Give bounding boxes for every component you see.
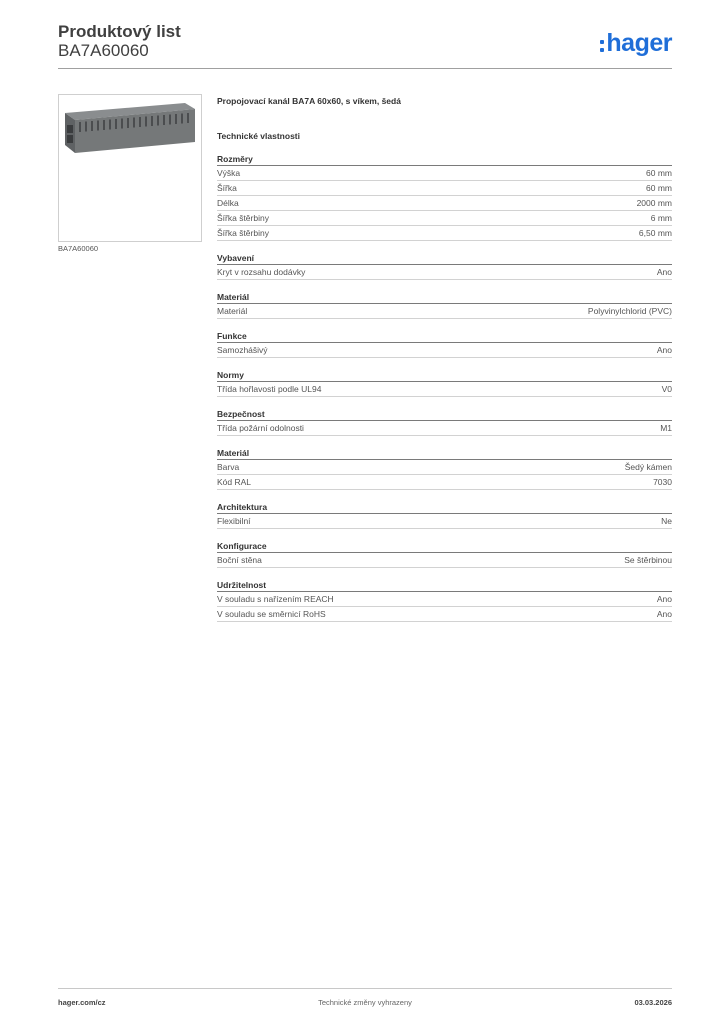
property-label: Třída hořlavosti podle UL94 (217, 384, 322, 394)
property-group (217, 579, 672, 622)
property-row (217, 196, 672, 211)
group-title: Udržitelnost (217, 579, 672, 592)
product-details (217, 94, 672, 622)
property-row (217, 226, 672, 241)
group-title: Architektura (217, 501, 672, 514)
property-row (217, 181, 672, 196)
property-label: Šířka štěrbiny (217, 213, 269, 223)
property-row (217, 211, 672, 226)
product-image (58, 94, 202, 242)
property-value: 6 mm (650, 213, 672, 223)
property-value: M1 (660, 423, 672, 433)
hager-logo[interactable] (600, 29, 672, 58)
group-title: Normy (217, 369, 672, 382)
property-value: Šedý kámen (624, 462, 672, 472)
property-label: Šířka štěrbiny (217, 228, 269, 238)
property-label: Boční stěna (217, 555, 262, 565)
group-title: Vybavení (217, 252, 672, 265)
group-title: Bezpečnost (217, 408, 672, 421)
property-value: 60 mm (646, 183, 672, 193)
property-value: Ne (661, 516, 672, 526)
group-title: Materiál (217, 291, 672, 304)
logo-dots-icon (600, 40, 604, 52)
property-row (217, 514, 672, 529)
property-row (217, 460, 672, 475)
property-label: Šířka (217, 183, 237, 193)
property-group (217, 408, 672, 436)
property-value: Polyvinylchlorid (PVC) (587, 306, 672, 316)
property-group (217, 369, 672, 397)
property-label: V souladu se směrnicí RoHS (217, 609, 326, 619)
property-row (217, 421, 672, 436)
header-divider (58, 68, 672, 69)
property-row (217, 166, 672, 181)
property-label: Kód RAL (217, 477, 252, 487)
logo-text: hager (606, 29, 672, 57)
property-label: Kryt v rozsahu dodávky (217, 267, 306, 277)
property-label: Materiál (217, 306, 248, 316)
cable-duct-icon (59, 95, 201, 241)
property-value: Se štěrbinou (624, 555, 672, 565)
property-label: Třída požární odolnosti (217, 423, 304, 433)
property-group (217, 252, 672, 280)
properties-list (217, 153, 672, 622)
property-row (217, 265, 672, 280)
property-label: Barva (217, 462, 240, 472)
group-title: Konfigurace (217, 540, 672, 553)
property-group (217, 153, 672, 241)
property-label: Samozhášivý (217, 345, 268, 355)
footer-divider (58, 988, 672, 989)
property-label: Flexibilní (217, 516, 251, 526)
group-title: Funkce (217, 330, 672, 343)
property-value: Ano (656, 345, 672, 355)
property-row (217, 304, 672, 319)
property-value: Ano (656, 267, 672, 277)
group-title: Rozměry (217, 153, 672, 166)
section-title: Technické vlastnosti (217, 131, 300, 141)
page-header (58, 22, 672, 68)
property-row (217, 592, 672, 607)
property-value: 60 mm (646, 168, 672, 178)
property-group (217, 447, 672, 490)
property-value: 2000 mm (636, 198, 672, 208)
product-code: BA7A60060 (58, 41, 149, 60)
product-name: Propojovací kanál BA7A 60x60, s víkem, šedá (217, 96, 401, 106)
footer-website-link[interactable]: hager.com/cz (58, 998, 106, 1007)
footer-date: 03.03.2026 (634, 998, 672, 1007)
property-value: 7030 (653, 477, 672, 487)
property-value: Ano (656, 594, 672, 604)
property-row (217, 382, 672, 397)
group-title: Materiál (217, 447, 672, 460)
property-row (217, 475, 672, 490)
property-group (217, 501, 672, 529)
property-row (217, 553, 672, 568)
property-row (217, 607, 672, 622)
page-title: Produktový list (58, 22, 181, 41)
property-label: Výška (217, 168, 241, 178)
property-value: Ano (656, 609, 672, 619)
property-label: V souladu s nařízením REACH (217, 594, 334, 604)
property-group (217, 330, 672, 358)
property-value: 6,50 mm (638, 228, 672, 238)
property-group (217, 291, 672, 319)
image-caption: BA7A60060 (58, 244, 99, 253)
property-row (217, 343, 672, 358)
footer-note: Technické změny vyhrazeny (318, 998, 412, 1007)
property-label: Délka (217, 198, 239, 208)
property-group (217, 540, 672, 568)
property-value: V0 (661, 384, 672, 394)
